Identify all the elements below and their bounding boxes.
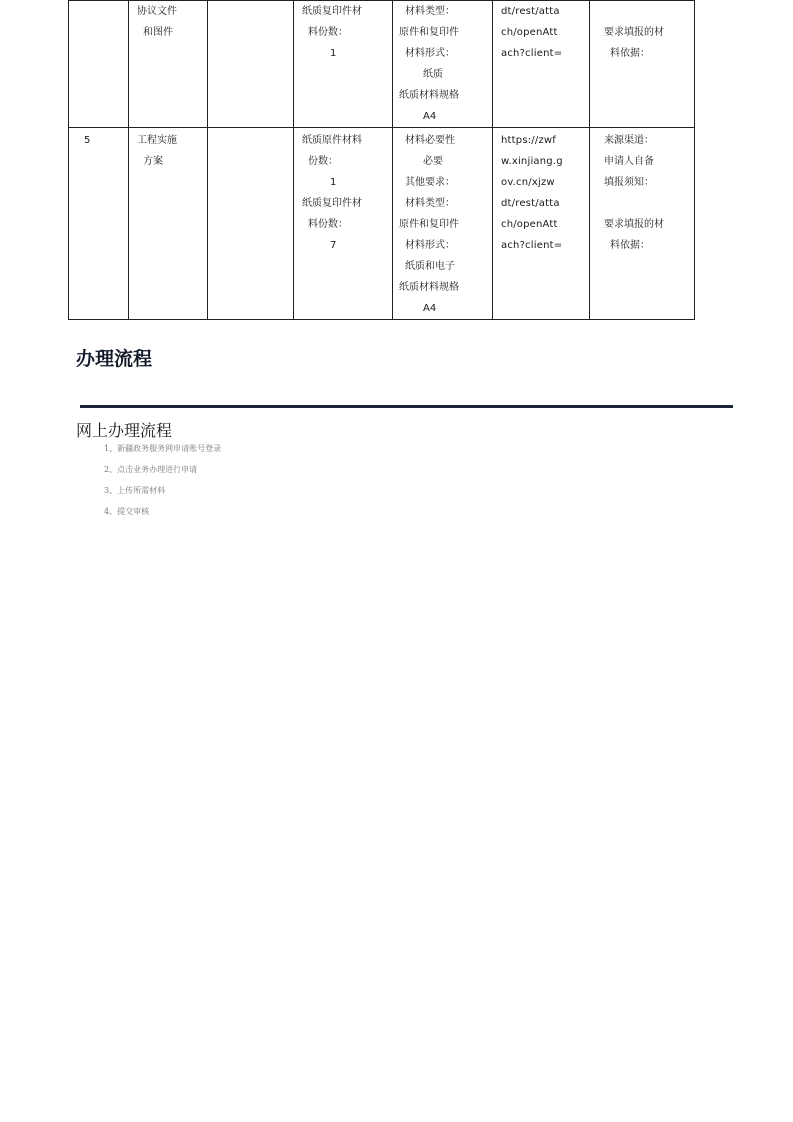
url-line: ch/openAtt	[501, 219, 558, 230]
process-step: 1、新疆政务服务网申请账号登录	[104, 444, 222, 453]
requirement-line: 材料形式：	[405, 48, 455, 59]
material-name-line: 协议文件	[137, 6, 177, 17]
url-line: dt/rest/atta	[501, 198, 560, 209]
requirement-line: 材料必要性	[405, 135, 455, 146]
source-line: 要求填报的材	[604, 27, 664, 38]
quantity-line: 料份数：	[308, 219, 348, 230]
materials-table	[68, 0, 695, 320]
process-step: 4、提交审核	[104, 507, 150, 516]
requirement-line: 其他要求：	[405, 177, 455, 188]
requirement-line: 纸质材料规格	[399, 282, 459, 293]
empty-cell	[208, 128, 294, 320]
url-line: ch/openAtt	[501, 27, 558, 38]
requirement-line: A4	[423, 111, 437, 122]
url-line: ach?client=	[501, 240, 563, 251]
source-line: 料依据：	[610, 48, 650, 59]
requirement-line: 原件和复印件	[399, 219, 459, 230]
requirement-line: 纸质	[423, 69, 443, 80]
material-name-line: 和图件	[143, 27, 173, 38]
source-line: 料依据：	[610, 240, 650, 251]
url-line: ach?client=	[501, 48, 563, 59]
quantity-line: 料份数：	[308, 27, 348, 38]
material-name	[129, 128, 208, 320]
requirement-line: 材料形式：	[405, 240, 455, 251]
material-name-line: 方案	[143, 156, 163, 167]
section-title: 办理流程	[76, 348, 153, 370]
quantity-line: 份数：	[308, 156, 338, 167]
requirement-line: 原件和复印件	[399, 27, 459, 38]
requirement-line: 材料类型：	[405, 6, 455, 17]
material-requirements	[393, 1, 493, 128]
source-line: 填报须知：	[604, 177, 654, 188]
requirement-line: 必要	[423, 156, 443, 167]
row-number: 5	[69, 128, 129, 320]
requirement-line: A4	[423, 303, 437, 314]
requirement-line: 纸质和电子	[405, 261, 455, 272]
process-step: 2、点击业务办理进行申请	[104, 465, 198, 474]
url-line: https://zwf	[501, 135, 556, 146]
material-url[interactable]	[493, 1, 590, 128]
section-divider	[80, 405, 733, 408]
material-url[interactable]	[493, 128, 590, 320]
empty-cell	[208, 1, 294, 128]
quantity-line: 纸质复印件材	[302, 198, 362, 209]
quantity-line: 1	[330, 177, 337, 188]
quantity-line: 纸质原件材料	[302, 135, 362, 146]
source-line: 要求填报的材	[604, 219, 664, 230]
material-name	[129, 1, 208, 128]
table-row	[69, 1, 695, 128]
quantity-line: 1	[330, 48, 337, 59]
url-line: dt/rest/atta	[501, 6, 560, 17]
url-line: ov.cn/xjzw	[501, 177, 555, 188]
requirement-line: 材料类型：	[405, 198, 455, 209]
quantity-line: 纸质复印件材	[302, 6, 362, 17]
online-process-title: 网上办理流程	[76, 421, 173, 440]
source-line: 来源渠道：	[604, 135, 654, 146]
source-line	[590, 1, 694, 22]
material-quantity	[294, 128, 393, 320]
process-step: 3、上传所需材料	[104, 486, 166, 495]
material-source	[590, 128, 695, 320]
table-row	[69, 128, 695, 320]
requirement-line: 纸质材料规格	[399, 90, 459, 101]
url-line: w.xinjiang.g	[501, 156, 563, 167]
material-source	[590, 1, 695, 128]
source-line	[590, 193, 694, 214]
process-steps	[104, 442, 221, 526]
quantity-line: 7	[330, 240, 337, 251]
material-requirements	[393, 128, 493, 320]
material-name-line: 工程实施	[137, 135, 177, 146]
material-quantity	[294, 1, 393, 128]
row-number	[69, 1, 129, 128]
source-line: 申请人自备	[604, 156, 654, 167]
